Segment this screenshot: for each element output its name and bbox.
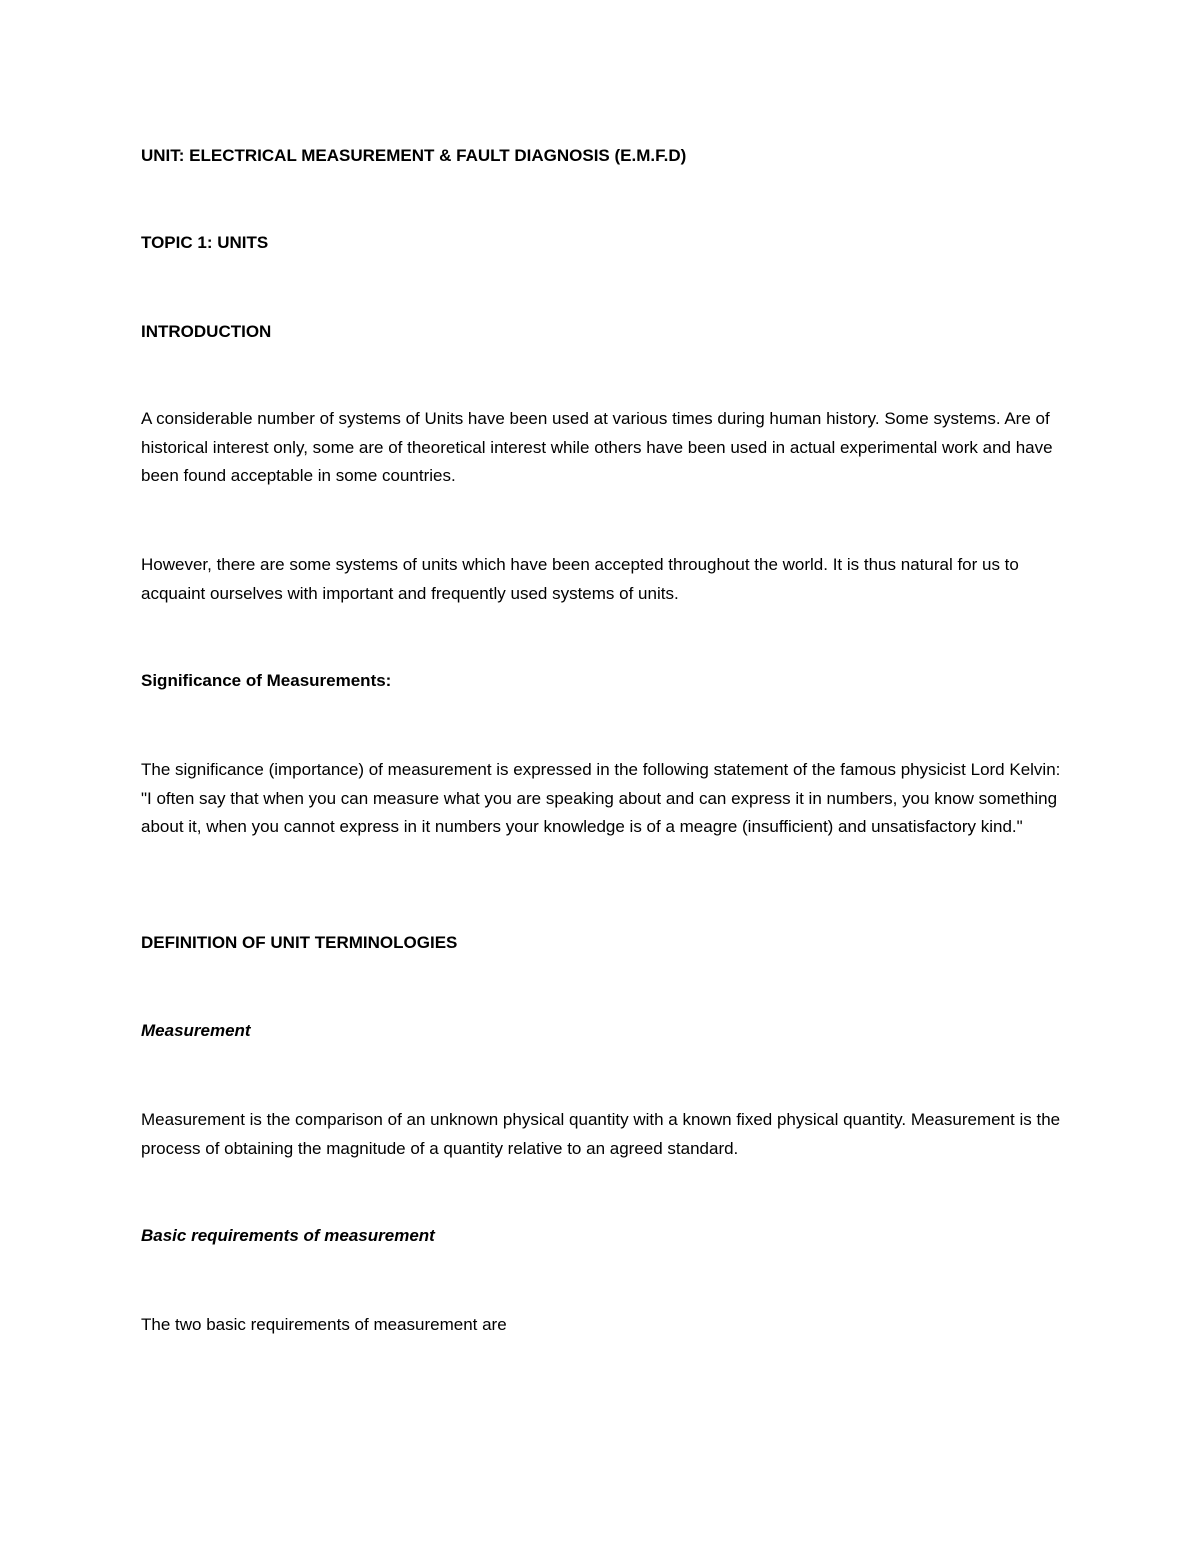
measurement-paragraph: Measurement is the comparison of an unknown physical quantity with a known fixed physical quantity. Measurement is the process of obtaining the magnitude of a quantity relative to an agreed standard. bbox=[141, 1110, 1061, 1158]
measurement-subheading: Measurement bbox=[141, 1021, 251, 1040]
significance-heading: Significance of Measurements: bbox=[141, 671, 392, 690]
significance-paragraph: The significance (importance) of measurement is expressed in the following statement of the famous physicist Lord Kelvin: "I often say that when you can measure what you are speaking about and can express it in numbers, you know something about it, when you cannot express in it numbers your knowledge is of a meagre (insufficient) and unsatisfactory kind." bbox=[141, 760, 1061, 836]
unit-title: UNIT: ELECTRICAL MEASUREMENT & FAULT DIAGNOSIS (E.M.F.D) bbox=[141, 146, 687, 165]
intro-paragraph-2: However, there are some systems of units which have been accepted throughout the world. It is thus natural for us to acquaint ourselves with important and frequently used systems of units. bbox=[141, 555, 1019, 603]
topic-title: TOPIC 1: UNITS bbox=[141, 233, 269, 252]
intro-paragraph-1: A considerable number of systems of Units have been used at various times during human history. Some systems. Are of historical interest only, some are of theoretical interest while others have been used in actual experimental work and have been found acceptable in some countries. bbox=[141, 409, 1053, 485]
definitions-heading: DEFINITION OF UNIT TERMINOLOGIES bbox=[141, 933, 458, 952]
requirements-paragraph: The two basic requirements of measurement are bbox=[141, 1315, 507, 1334]
introduction-heading: INTRODUCTION bbox=[141, 322, 272, 341]
requirements-subheading: Basic requirements of measurement bbox=[141, 1226, 435, 1245]
